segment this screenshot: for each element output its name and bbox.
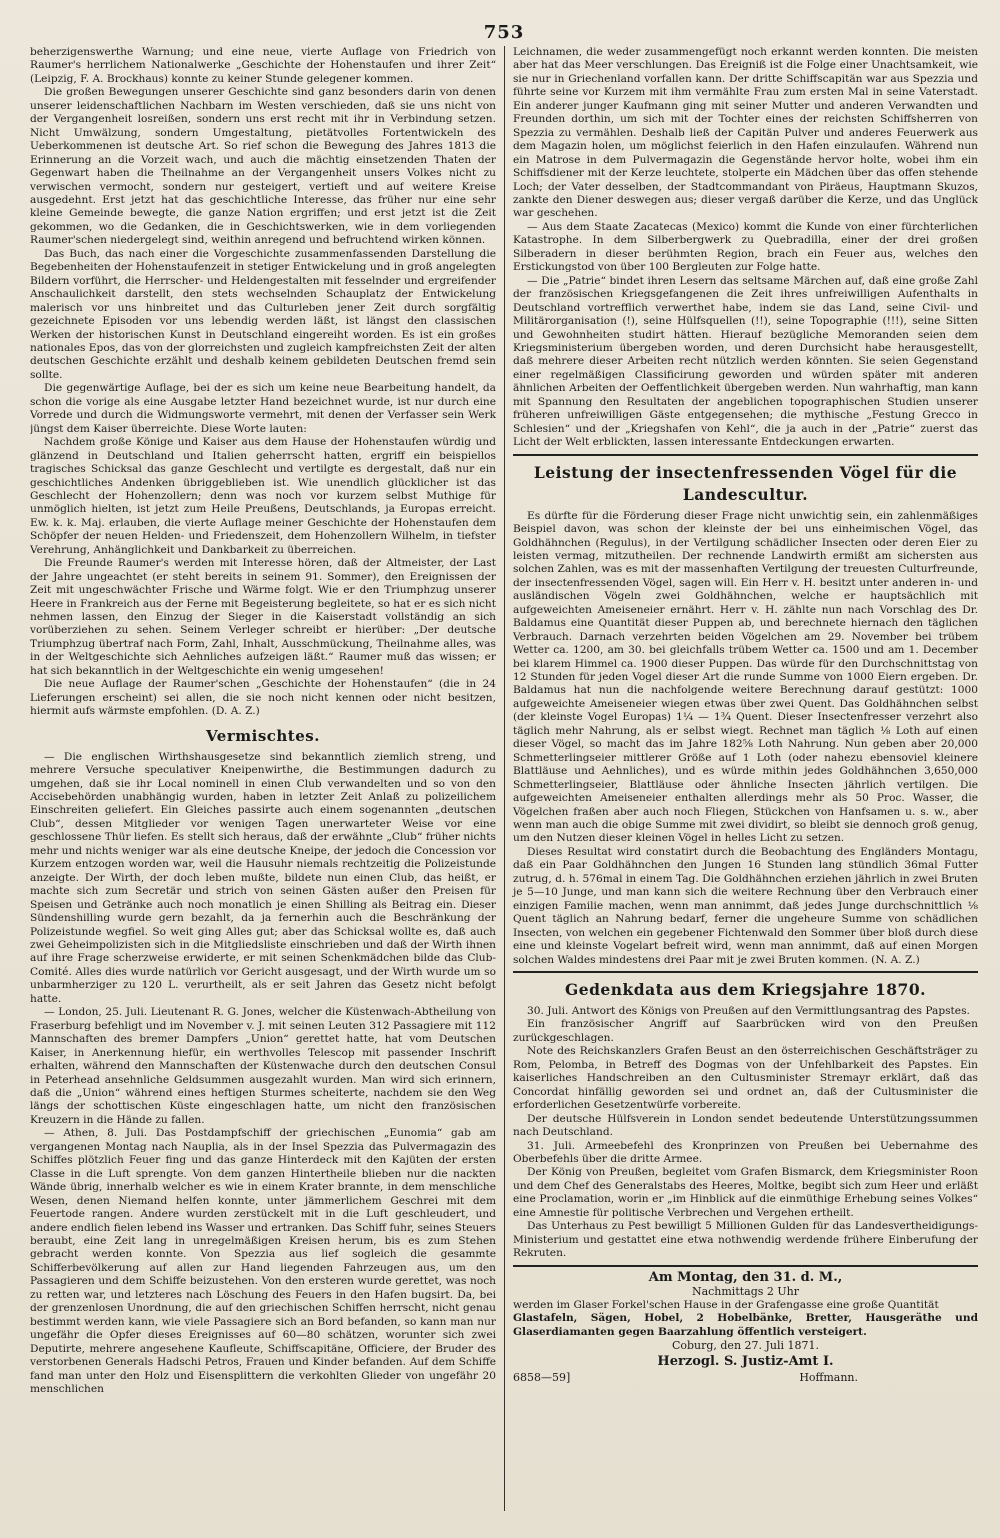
chronicle-item: 31. Juli. Armeebefehl des Kronprinzen von Preußen bei Uebernahme des Oberbefehls über die dritte Armee.: [513, 1139, 978, 1165]
chronicle-item: Der König von Preußen, begleitet vom Grafen Bismarck, dem Kriegsminister Roon und dem Chef des Generalstabs des Heeres, Moltke, begibt sich zum Heer und erläßt eine Proclamation, worin er „im Hinblick auf die einmüthige Erhebung seines Volkes“ eine Amnestie für politische Verbrechen und Vergehen ertheilt.: [513, 1166, 978, 1219]
columns: [30, 46, 978, 1511]
news-item: — Die „Patrie“ bindet ihren Lesern das seltsame Märchen auf, daß eine große Zahl der französischen Kriegsgefangenen die Zeit ihres unfreiwilligen Aufenthalts in Deutschland vortrefflich verwerthet habe, indem sie das Land, seine Civil- und Militärorganisation (!), seine Hülfsquellen (!!), seine Topographie (!!!), seine Sitten und Gewohnheiten studirt hätten. Hierauf bezügliche Memoranden seien dem Kriegsministerium übergeben worden, und deren Durchsicht habe herausgestellt, daß mehrere dieser Arbeiten recht nützlich werden könnten. Sie seien Gegenstand einer regelmäßigen Classificirung geworden und würden später mit anderen ähnlichen Arbeiten der Oeffentlichkeit übergeben werden. Nun wahrhaftig, man kann mit Spannung den Resultaten der angeblichen topographischen Studien unserer früheren unfreiwilligen Gäste entgegensehen; die mythische „Festung Grecco in Schlesien“ und der „Kriegshafen von Kehl“, die ja auch in der „Patrie“ zuerst das Licht der Welt erblickten, lassen interessante Entdeckungen erwarten.: [513, 274, 978, 449]
section-divider: [513, 1265, 978, 1267]
ad-footer: [513, 1371, 978, 1385]
insect-heading: Leistung der insectenfressenden Vögel für die Landescultur.: [533, 462, 958, 504]
chronicle-item: Ein französischer Angriff auf Saarbrücken wird von den Preußen zurückgeschlagen.: [513, 1018, 978, 1044]
chronicle-item: Note des Reichskanzlers Grafen Beust an den österreichischen Geschäftsträger zu Rom, Pelomba, in Betreff des Dogmas von der Unfehlbarkeit des Papstes. Ein kaiserliches Handschreiben an den Cultusminister Stremayr erklärt, daß das Concordat hinfällig geworden sei und ordnet an, daß der Cultusminister die erforderlichen Gesetzentwürfe vorbereite.: [513, 1045, 978, 1112]
left-column: [30, 46, 504, 1511]
auction-advertisement: [513, 1271, 978, 1385]
chronicle-item: Der deutsche Hülfsverein in London sendet bedeutende Unterstützungssummen nach Deutschland.: [513, 1112, 978, 1139]
news-item: — London, 25. Juli. Lieutenant R. G. Jones, welcher die Küstenwach-Abtheilung von Fraserburg befehligt und im November v. J. mit seinen Leuten 312 Passagiere mit 112 Mannschaften des bremer Dampfers „Union“ gerettet hatte, hat vom Deutschen Kaiser, in Anerkennung hiefür, ein werthvolles Telescop mit passender Inschrift erhalten, während den Mannschaften der Küstenwache durch den deutschen Consul in Peterhead ansehnliche Geldsummen ausgezahlt wurden. Man wird sich erinnern, daß die „Union“ während eines heftigen Sturmes scheiterte, nachdem sie den Weg längs der schottischen Küste eingeschlagen hatte, um nicht den französischen Kreuzern in die Hände zu fallen.: [30, 1006, 496, 1126]
article-paragraph: Die neue Auflage der Raumer'schen „Geschichte der Hohenstaufen“ (die in 24 Lieferungen erscheint) sei allen, die sie noch nicht kennen oder nicht besitzen, hiermit aufs wärmste empfohlen. (D. A. Z.): [30, 678, 496, 718]
chronicle-item: 30. Juli. Antwort des Königs von Preußen auf den Vermittlungsantrag des Papstes.: [527, 1005, 970, 1017]
ad-reference: 6858—59]: [513, 1370, 571, 1384]
article-paragraph: Dieses Resultat wird constatirt durch die Beobachtung des Engländers Montagu, daß ein Paar Goldhähnchen den Jungen 16 Stunden lang stündlich 36mal Futter zutrug, d. h. 576mal in einem Tag. Die Goldhähnchen erziehen jährlich in zwei Bruten je 5—10 Junge, und man kann sich die weitere Rechnung über den Verbrauch einer einzigen Familie machen, wenn man annimmt, daß jedes Junge durchschnittlich ⅛ Quent täglich an Nahrung bedarf, ferner die ungeheure Summe von schädlichen Insecten, von welchen ein gegebener Fichtenwald den Sommer über bloß durch diese eine und kleinste Vogelart befreit wird, wenn man annimmt, daß auf einen Morgen solchen Waldes mindestens drei Paar mit je zwei Bruten kommen. (N. A. Z.): [513, 845, 978, 966]
news-item: — Athen, 8. Juli. Das Postdampfschiff der griechischen „Eunomia“ gab am vergangenen Montag nach Nauplia, als in der Insel Spezzia das Pulvermagazin des Schiffes plötzlich Feuer fing und das ganze Hinterdeck mit den Kajüten der ersten Classe in die Luft sprengte. Von dem ganzen Hintertheile blieben nur die nackten Wände übrig, innerhalb welcher es wie in einem Krater brannte, in dem menschliche Wesen, denen Niemand helfen konnte, unter jämmerlichem Geschrei mit dem Feuertode rangen. Andere wurden zerstückelt mit in die Luft geschleudert, und andere endlich fielen lebend ins Wasser und ertranken. Das Schiff fuhr, seines Steuers beraubt, eine Zeit lang in unregelmäßigen Kreisen herum, bis es zum Stehen gebracht werden konnte. Von Spezzia aus lief sogleich die gesammte Schifferbevölkerung auf allen zur Hand liegenden Fahrzeugen aus, um den Passagieren und dem Schiffe beizustehen. Von den ersteren wurde gerettet, was noch zu retten war, und letzteres nach Löschung des Feuers in den Hafen bugsirt. Da, bei der grenzenlosen Unordnung, die auf den griechischen Schiffen herrscht, nicht genau bestimmt werden kann, wie viele Passagiere sich an Bord befanden, so kann man nur ungefähr die Opfer dieses Ereignisses auf 60—80 schätzen, worunter sich zwei Deputirte, mehrere angesehene Kaufleute, Schiffscapitäne, Officiere, der Bruder des verstorbenen Generals Hadschi Petros, Frauen und Kinder befanden. Auf dem Schiffe fand man unter den Holz und Eisensplittern die verkohlten Glieder von ungefähr 20 menschlichen: [30, 1127, 496, 1395]
gedenk-heading: Gedenkdata aus dem Kriegsjahre 1870.: [564, 980, 927, 999]
article-paragraph: Die gegenwärtige Auflage, bei der es sich um keine neue Bearbeitung handelt, da schon die vorige als eine Ausgabe letzter Hand bezeichnet wurde, ist nur durch eine Vorrede und durch die Widmungsworte vermehrt, mit denen der Verfasser sein Werk jüngst dem Kaiser überreichte. Diese Worte lauten:: [30, 382, 496, 435]
chronicle-item: Das Unterhaus zu Pest bewilligt 5 Millionen Gulden für das Landesvertheidigungs-Ministerium und gestattet eine etwa nothwendig werdende frühere Einberufung der Rekruten.: [513, 1220, 978, 1260]
ad-items: Glastafeln, Sägen, Hobel, 2 Hobelbänke, Bretter, Hausgeräthe und Glaserdiamanten gegen Baarzahlung öffentlich versteigert.: [513, 1312, 978, 1338]
news-continuation: Leichnamen, die weder zusammengefügt noch erkannt werden konnten. Die meisten aber hat das Meer verschlungen. Das Ereigniß ist die Folge einer Unachtsamkeit, wie sie nur in Griechenland vorfallen kann. Der dritte Schiffscapitän war aus Spezzia und führte seine vor Kurzem mit ihm vermählte Frau zum ersten Mal in seine Vaterstadt. Ein anderer junger Kaufmann ging mit seiner Mutter und anderen Verwandten und Freunden dorthin, um sich mit der Tochter eines der reichsten Schiffsherren von Spezzia zu vermählen. Deshalb ließ der Capitän Pulver und anderes Feuerwerk aus dem Magazin holen, um möglichst feierlich in den Hafen einzulaufen. Während nun ein Matrose in dem Pulvermagazin die Gegenstände hervor holte, wobei ihm ein Schiffsdiener mit der Kerze leuchtete, stolperte ein Mädchen über das offen stehende Loch; der Vater desselben, der Stadtcommandant von Piräeus, Hauptmann Skuzos, zankte den Diener deswegen aus; dieser vergaß darüber die Kerze, und das Unglück war geschehen.: [513, 46, 978, 220]
ad-office: Herzogl. S. Justiz-Amt I.: [657, 1353, 834, 1369]
ad-place-date: Coburg, den 27. Juli 1871.: [671, 1338, 820, 1352]
ad-text: werden im Glaser Forkel'schen Hause in der Grafengasse eine große Quantität: [513, 1298, 939, 1311]
section-divider: [513, 971, 978, 973]
article-paragraph: Die großen Bewegungen unserer Geschichte sind ganz besonders darin von denen unserer leidenschaftlichen Nachbarn im Westen verschieden, daß sie uns nicht von der Vergangenheit losreißen, sondern uns erst recht mit ihr in Verbindung setzen. Nicht Umwälzung, sondern Umgestaltung, pietätvolles Fortentwickeln des Ueberkommenen ist deutsche Art. So rief schon die Bewegung des Jahres 1813 die Erinnerung an die Vorzeit wach, und auch die mächtig einsetzenden Thaten der Gegenwart haben die Theilnahme an der Vergangenheit unsers Volkes nicht zu verwischen vermocht, sondern nur gesteigert, vertieft und auf weitere Kreise ausgedehnt. Erst jetzt hat das geschichtliche Interesse, das früher nur eine sehr kleine Gemeinde bewegte, die ganze Nation ergriffen; und erst jetzt ist die Zeit gekommen, wo die Gedanken, die in Geschichtswerken, wie in dem vorliegenden Raumer'schen niedergelegt sind, weithin anregend und befruchtend wirken können.: [30, 86, 496, 247]
ad-date: Am Montag, den 31. d. M.,: [648, 1269, 843, 1285]
article-paragraph: Nachdem große Könige und Kaiser aus dem Hause der Hohenstaufen würdig und glänzend in Deutschland und Italien geherrscht hatten, ergriff ein beispiellos tragisches Schicksal das ganze Geschlecht und vertilgte es dergestalt, daß nur ein geschichtliches Andenken übriggeblieben ist. Wie unendlich glücklicher ist das Geschlecht der Hohenzollern; denn was noch vor kurzem selbst Muthige für unmöglich hielten, ist jetzt zum Heile Preußens, Deutschlands, ja Europas erreicht. Ew. k. k. Maj. erlauben, die vierte Auflage meiner Geschichte der Hohenstaufen dem Schöpfer der neuen Helden- und Friedenszeit, dem Hohenzollern Wilhelm, in tiefster Verehrung, Anhänglichkeit und Dankbarkeit zu überreichen.: [30, 436, 496, 556]
raumer-intro: beherzigenswerthe Warnung; und eine neue, vierte Auflage von Friedrich von Raumer's herrlichem Nationalwerke „Geschichte der Hohenstaufen und ihrer Zeit“ (Leipzig, F. A. Brockhaus) konnte zu keiner Stunde gelegener kommen.: [30, 46, 496, 85]
page-number: 753: [483, 22, 525, 43]
ad-time: Nachmittags 2 Uhr: [691, 1284, 800, 1298]
news-item: — Aus dem Staate Zacatecas (Mexico) kommt die Kunde von einer fürchterlichen Katastrophe. In dem Silberbergwerk zu Quebradilla, einer der drei großen Silberadern in dieser berühmten Region, brach ein Feuer aus, welches den Erstickungstod von über 100 Bergleuten zur Folge hatte.: [513, 220, 978, 274]
article-paragraph: Die Freunde Raumer's werden mit Interesse hören, daß der Altmeister, der Last der Jahre ungeachtet (er steht bereits in seinem 91. Sommer), den Ereignissen der Zeit mit ungeschwächter Frische und Wärme folgt. Wie er den Triumphzug unserer Heere in Frankreich aus der Ferne mit Begeisterung begleitete, so hat er es sich nicht nehmen lassen, den Einzug der Sieger in die Kaiserstadt vollständig an sich vorüberziehen zu sehen. Seinem Verleger schreibt er hierüber: „Der deutsche Triumphzug übertraf nach Form, Zahl, Inhalt, Ausschmückung, Theilnahme alles, was in der Weltgeschichte sich Aehnliches aufzeigen läßt.“ Raumer muß das wissen; er hat sich bekanntlich in der Weltgeschichte ein wenig umgesehen!: [30, 557, 496, 677]
article-paragraph: Es dürfte für die Förderung dieser Frage nicht unwichtig sein, ein zahlenmäßiges Beispiel davon, was schon der kleinste der bei uns einheimischen Vögel, das Goldhähnchen (Regulus), in der Vertilgung schädlicher Insecten oder deren Eier zu leisten vermag, mitzutheilen. Der rechnende Landwirth ermißt am sichersten aus solchen Zahlen, was es mit der massenhaften Vertilgung der treuesten Culturfreunde, der insectenfressenden Vögel, sagen will. Ein Herr v. H. besitzt unter anderen in- und ausländischen Vögeln zwei Goldhähnchen, welche er hauptsächlich mit aufgeweichten Ameiseneier ernährt. Herr v. H. zählte nun nach Vorschlag des Dr. Baldamus eine Quantität dieser Puppen ab, und berechnete hiernach den täglichen Verbrauch. Darnach verzehrten beiden Vögelchen am 29. November bei trübem Wetter ca. 1200, am 30. bei gleichfalls trübem Wetter ca. 1500 und am 1. December bei klarem Himmel ca. 1900 dieser Puppen. Das würde für den Durchschnittstag von 12 Stunden für jeden Vogel dieser Art die runde Summe von 1000 Eiern ergeben. Dr. Baldamus hat nun die nachfolgende weitere Berechnung darauf gestützt: 1000 aufgeweichte Ameiseneier wiegen etwas über zwei Quent. Das Goldhähnchen selbst (der kleinste Vogel Europas) 1¼ — 1¾ Quent. Dieser Insectenfresser verzehrt also täglich mehr Nahrung, als er selbst wiegt. Rechnet man täglich ⅛ Loth auf einen dieser Vögel, so macht das im Jahre 182⅝ Loth Nahrung. Nun geben aber 20,000 Schmetterlingseier mittlerer Größe auf 1 Loth (oder nahezu ebensoviel kleinere Blattläuse und Aehnliches), und es würde mithin jedes Goldhähnchen 3,650,000 Schmetterlingseier, Blattläuse oder ähnliche Insecten jährlich vertilgen. Die aufgeweichten Ameiseneier enthalten allerdings mehr als 50 Proc. Wasser, die Vögelchen fraßen aber auch noch Fliegen, Stückchen von Hanfsamen u. s. w., aber wenn man auch die obige Summe mit zwei dividirt, so bleibt sie dennoch groß genug, um den Nutzen dieser kleinen Vögel in helles Licht zu setzen.: [513, 509, 978, 845]
right-column: [504, 46, 978, 1511]
ad-signatory: Hoffmann.: [799, 1370, 858, 1384]
article-paragraph: Das Buch, das nach einer die Vorgeschichte zusammenfassenden Darstellung die Begebenheiten der Hohenstaufenzeit in stetiger Entwickelung und in groß angelegten Bildern vorführt, die Herrscher- und Heldengestalten mit fesselnder und ergreifender Anschaulichkeit darstellt, den stets wechselnden Schauplatz der Entwickelung malerisch vor uns hinbreitet und das Culturleben jener Zeit durch sorgfältig gezeichnete Episoden vor uns lebendig werden läßt, ist längst den classischen Werken der historischen Kunst in Deutschland eingereiht worden. Es ist ein großes nationales Epos, das von der glorreichsten und zugleich kampfreichsten Zeit der alten deutschen Geschichte erzählt und deshalb keinem gebildeten Deutschen fremd sein sollte.: [30, 247, 496, 381]
section-divider: [513, 454, 978, 456]
vermischtes-heading: Vermischtes.: [206, 726, 320, 745]
news-item: — Die englischen Wirthshausgesetze sind bekanntlich ziemlich streng, und mehrere Versuche speculativer Kneipenwirthe, die Bestimmungen dadurch zu umgehen, daß sie ihr Local nominell in einen Club verwandelten und so von den Accisebehörden unabhängig wurden, haben in letzter Zeit Anlaß zu polizeilichem Einschreiten geliefert. Ein Gleiches passirte auch einem sogenannten „deutschen Club“, dessen Mitglieder vor wenigen Tagen unerwarteter Weise vor eine geschlossene Thür liefen. Es stellt sich heraus, daß der erwähnte „Club“ früher nichts mehr und nichts weniger war als eine deutsche Kneipe, der jedoch die Concession vor Kurzem entzogen worden war, weil die Hausuhr niemals rechtzeitig die Polizeistunde anzeigte. Der Wirth, der doch leben mußte, bildete nun einen Club, das heißt, er machte sich zum Secretär und strich von seinen Gästen außer den Preisen für Speisen und Getränke auch noch monatlich je einen Shilling als Beitrag ein. Dieser Sündenshilling wurde gern bezahlt, da ja fernerhin auch die Beschränkung der Polizeistunde wegfiel. So weit ging Alles gut; aber das Schicksal wollte es, daß auch zwei Geheimpolizisten sich in die Mitgliedsliste einschrieben und daß der Wirth ihnen auf ihre Frage scherzweise erwiderte, er mit seinen Schenkmädchen bilde das Club-Comité. Alles dies wurde natürlich vor Gericht ausgesagt, und der Wirth wurde um so unbarmherziger zu 120 L. verurtheilt, als er seit Jahren das Gesetz nicht befolgt hatte.: [30, 750, 496, 1005]
